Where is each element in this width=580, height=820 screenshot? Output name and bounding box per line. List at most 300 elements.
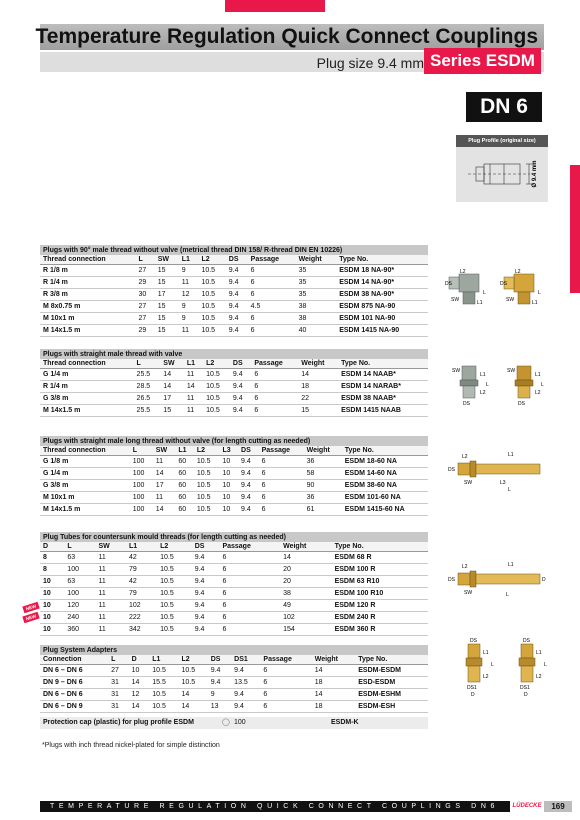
dim-label: L: [544, 662, 547, 668]
table-cell: 6: [260, 689, 311, 701]
table-cell: ESDM-ESH: [355, 701, 428, 713]
footnote: *Plugs with inch thread nickel-plated for simple distinction: [42, 742, 220, 749]
adapter-illustration-1: [455, 636, 500, 711]
dim-label: SW: [451, 297, 460, 303]
table-cell: 10.5: [157, 576, 192, 588]
col-header: L2: [194, 446, 220, 456]
table-cell: 60: [175, 504, 194, 516]
table-cell: 10.5: [194, 468, 220, 480]
table-cell: 9.4: [192, 588, 220, 600]
profile-dimension: Ø 9.4 mm: [532, 160, 538, 188]
table-cell: 100: [130, 456, 153, 468]
table-cell: 10: [40, 576, 64, 588]
dim-label: L: [541, 382, 544, 388]
table-cell: 10.5: [194, 492, 220, 504]
col-header: L1: [126, 542, 157, 552]
table-cell: 9: [179, 301, 199, 313]
table-cell: 14: [129, 677, 150, 689]
table-caption: Plug Tubes for countersunk mould threads (for length cutting as needed): [40, 532, 428, 542]
table-cell: 14: [129, 701, 150, 713]
col-header: Passage: [219, 542, 280, 552]
table-cell: M 10x1 m: [40, 313, 136, 325]
table-cell: 31: [108, 701, 129, 713]
table-row: [40, 456, 428, 468]
col-header: L: [134, 359, 161, 369]
table-cell: ESDM 240 R: [332, 612, 428, 624]
table-cell: 17: [153, 480, 176, 492]
table-cell: 6: [251, 393, 298, 405]
table-cell: 9.4: [231, 701, 260, 713]
table-90-male-thread: [40, 245, 428, 337]
col-header: L3: [220, 446, 239, 456]
col-header: L1: [175, 446, 194, 456]
col-header: Thread connection: [40, 446, 130, 456]
brand-logo: LÜDECKE: [510, 801, 544, 812]
table-cell: 9: [208, 689, 231, 701]
table-cell: 10.5: [194, 456, 220, 468]
table-cell: 35: [296, 289, 337, 301]
dim-label: L2: [480, 390, 486, 396]
table-row: [40, 405, 428, 417]
col-header: L: [136, 255, 155, 265]
footer-bar: [40, 801, 540, 812]
col-header: SW: [155, 255, 179, 265]
dim-label: L: [538, 290, 541, 296]
col-header: Type No.: [355, 655, 428, 665]
dim-label: L1: [535, 372, 541, 378]
table-cell: 61: [304, 504, 342, 516]
table-cell: ESDM 63 R10: [332, 576, 428, 588]
table-cell: 10: [40, 588, 64, 600]
table-cell: ESDM 14 NAAB*: [338, 369, 428, 381]
table-cell: 154: [280, 624, 331, 636]
col-header: Type No.: [336, 255, 428, 265]
page-number: 169: [544, 801, 572, 812]
table-cell: 6: [260, 677, 311, 689]
table-cell: M 10x1 m: [40, 492, 130, 504]
col-header: SW: [160, 359, 184, 369]
table-cell: 58: [304, 468, 342, 480]
col-header: SW: [95, 542, 125, 552]
table-cell: 10.5: [157, 624, 192, 636]
table-cell: 14: [184, 381, 203, 393]
table-cell: 10: [220, 504, 239, 516]
table-cell: ESDM-ESDM: [355, 665, 428, 677]
col-header: Weight: [280, 542, 331, 552]
dim-label: L1: [508, 562, 514, 568]
table-cell: 15: [155, 325, 179, 337]
table-cell: 14: [160, 381, 184, 393]
table-cell: 27: [136, 301, 155, 313]
table-cell: 11: [184, 405, 203, 417]
table-cell: DN 9 – DN 6: [40, 677, 108, 689]
table-cell: 18: [298, 381, 338, 393]
col-header: Passage: [260, 655, 311, 665]
table-cell: 14: [178, 689, 207, 701]
top-accent-bar: [225, 0, 325, 12]
col-header: L: [108, 655, 129, 665]
dim-label: L1: [483, 650, 489, 656]
table-cell: ESDM 14 NARAB*: [338, 381, 428, 393]
table-cell: 9.4: [238, 480, 259, 492]
table-adapters: [40, 645, 428, 713]
new-badge: NEW: [22, 602, 39, 614]
col-header: L2: [203, 359, 230, 369]
dim-label: L2: [462, 564, 468, 570]
table-cell: R 1/4 m: [40, 381, 134, 393]
table-cell: 9.4: [231, 689, 260, 701]
plug-tube-illustration: [448, 556, 548, 607]
table-cell: 9.4: [208, 677, 231, 689]
table-cell: 14: [280, 552, 331, 564]
table-cell: 6: [219, 612, 280, 624]
dim-label: L1: [508, 452, 514, 458]
protection-cap-row: [40, 717, 428, 729]
col-header: Type No.: [338, 359, 428, 369]
table-cell: 6: [219, 600, 280, 612]
table-row: [40, 369, 428, 381]
table-cell: 9.4: [230, 405, 251, 417]
dim-label: SW: [464, 590, 473, 596]
table-cell: 42: [126, 576, 157, 588]
table-cell: 20: [280, 564, 331, 576]
table-cell: 12: [129, 689, 150, 701]
table-cell: 10.5: [157, 612, 192, 624]
table-cell: DN 6 – DN 6: [40, 689, 108, 701]
col-header: DS: [230, 359, 251, 369]
table-cell: 10.5: [198, 313, 225, 325]
table-cell: 9.4: [230, 393, 251, 405]
table-cell: 31: [108, 677, 129, 689]
col-header: Type No.: [342, 446, 428, 456]
table-cell: 11: [95, 624, 125, 636]
series-badge: Series ESDM: [424, 48, 541, 74]
table-cell: 9.4: [231, 665, 260, 677]
table-cell: 9: [179, 313, 199, 325]
table-cell: 20: [280, 576, 331, 588]
col-header: D: [129, 655, 150, 665]
table-cell: 10: [40, 624, 64, 636]
col-header: Thread connection: [40, 255, 136, 265]
table-cell: ESDM 875 NA-90: [336, 301, 428, 313]
table-cell: 6: [219, 552, 280, 564]
table-cell: 10.5: [203, 381, 230, 393]
table-cell: 42: [126, 552, 157, 564]
table-cell: 60: [175, 456, 194, 468]
table-cell: G 3/8 m: [40, 393, 134, 405]
dim-label: L2: [515, 269, 521, 275]
table-cell: ESDM 360 R: [332, 624, 428, 636]
table-cell: 15: [298, 405, 338, 417]
table-cell: 35: [296, 265, 337, 277]
table-cell: ESDM 38 NAAB*: [338, 393, 428, 405]
table-row: [40, 480, 428, 492]
table-cell: 6: [248, 289, 296, 301]
table-row: [40, 701, 428, 713]
table-row: [40, 265, 428, 277]
col-header: Connection: [40, 655, 108, 665]
table-header-row: [40, 542, 428, 552]
table-cell: 9.4: [238, 468, 259, 480]
table-cell: 100: [130, 468, 153, 480]
table-header-row: [40, 655, 428, 665]
section-side-tab: [570, 165, 580, 293]
dim-label: L2: [483, 674, 489, 680]
table-cell: 100: [130, 492, 153, 504]
table-plug-tubes: [40, 532, 428, 636]
table-cell: 79: [126, 588, 157, 600]
table-cell: 100: [64, 588, 95, 600]
table-cell: 9.4: [226, 289, 248, 301]
table-cell: 9.4: [226, 325, 248, 337]
table-cell: 6: [259, 468, 304, 480]
table-cell: 10.5: [194, 480, 220, 492]
table-cell: 6: [259, 480, 304, 492]
table-cell: 6: [260, 701, 311, 713]
table-cell: 26.5: [134, 393, 161, 405]
table-cell: 342: [126, 624, 157, 636]
dim-label: DS: [523, 638, 530, 644]
dim-label: L2: [535, 390, 541, 396]
straight-plug-illustration-brass: [505, 362, 550, 411]
col-header: L1: [149, 655, 178, 665]
table-caption: Plugs with straight male thread with valve: [40, 349, 428, 359]
plug-profile-drawing: [456, 147, 548, 202]
plug-profile-label: Plug Profile (original size): [456, 135, 548, 147]
page-title: Temperature Regulation Quick Connect Couplings: [35, 25, 538, 48]
table-cell: 10.5: [157, 552, 192, 564]
dim-label: SW: [507, 368, 516, 374]
col-header: L2: [198, 255, 225, 265]
table-cell: 10.5: [198, 301, 225, 313]
table-cell: 120: [64, 600, 95, 612]
dim-label: D: [524, 692, 528, 698]
table-cell: 11: [153, 456, 176, 468]
dim-label: DS: [448, 577, 455, 583]
table-cell: 10: [220, 492, 239, 504]
table-cell: 10.5: [157, 600, 192, 612]
table-cell: ESDM 14 NA-90*: [336, 277, 428, 289]
dim-label: SW: [452, 368, 461, 374]
col-header: DS: [208, 655, 231, 665]
table-cell: 14: [153, 468, 176, 480]
dim-label: DS: [448, 467, 455, 473]
table-row: [40, 612, 428, 624]
table-cell: 27: [108, 665, 129, 677]
col-header: DS: [226, 255, 248, 265]
table-cell: 10: [220, 468, 239, 480]
table-row: [40, 624, 428, 636]
table-cell: 14: [178, 701, 207, 713]
table-cell: 11: [95, 564, 125, 576]
dim-label: L: [508, 487, 511, 492]
table-cell: 10: [129, 665, 150, 677]
dim-label: L1: [480, 372, 486, 378]
table-cell: 10: [220, 456, 239, 468]
table-cell: 10.5: [198, 289, 225, 301]
dim-label: SW: [506, 297, 515, 303]
table-cell: R 3/8 m: [40, 289, 136, 301]
table-cell: ESDM 120 R: [332, 600, 428, 612]
table-cell: 22: [298, 393, 338, 405]
table-cell: 17: [160, 393, 184, 405]
table-cell: 79: [126, 564, 157, 576]
table-cell: 240: [64, 612, 95, 624]
table-cell: 9.4: [192, 600, 220, 612]
table-cell: 15: [155, 265, 179, 277]
table-cell: 38: [296, 313, 337, 325]
table-cell: 30: [136, 289, 155, 301]
col-header: SW: [153, 446, 176, 456]
table-row: [40, 393, 428, 405]
dim-label: DS1: [467, 685, 477, 691]
elbow-plug-illustration-brass: [500, 268, 550, 315]
table-cell: 10.5: [198, 277, 225, 289]
table-cell: 28.5: [134, 381, 161, 393]
table-cell: 15: [160, 405, 184, 417]
table-cell: 9.4: [192, 576, 220, 588]
table-cell: 27: [136, 313, 155, 325]
table-cell: 14: [312, 665, 356, 677]
table-cell: 36: [304, 492, 342, 504]
table-cell: 6: [251, 381, 298, 393]
table-cell: 15.5: [149, 677, 178, 689]
plug-size-label: Plug size 9.4 mm: [316, 55, 424, 71]
table-row: [40, 588, 428, 600]
col-header: L1: [179, 255, 199, 265]
dim-label: L: [506, 592, 509, 598]
table-cell: 9: [179, 265, 199, 277]
table-cell: 14: [153, 504, 176, 516]
protection-type: ESDM-K: [331, 719, 359, 726]
table-cell: 9.4: [230, 381, 251, 393]
table-cell: ESDM 101 NA-90: [336, 313, 428, 325]
dim-label: L2: [462, 454, 468, 460]
table-cell: ESDM 100 R10: [332, 588, 428, 600]
table-cell: 14: [160, 369, 184, 381]
table-cell: ESDM 101-60 NA: [342, 492, 428, 504]
dim-label: L1: [532, 300, 538, 306]
table-cell: 11: [95, 612, 125, 624]
table-cell: 63: [64, 552, 95, 564]
table-cell: 9.4: [238, 492, 259, 504]
table-row: [40, 325, 428, 337]
table-cell: 10.5: [203, 405, 230, 417]
table-cell: ESDM-ESHM: [355, 689, 428, 701]
table-cell: 6: [219, 564, 280, 576]
table-cell: 9.4: [226, 277, 248, 289]
table-cell: 6: [259, 492, 304, 504]
table-cell: ESDM 1415 NAAB: [338, 405, 428, 417]
table-row: [40, 301, 428, 313]
table-cell: 6: [259, 456, 304, 468]
table-cell: 11: [179, 277, 199, 289]
table-cell: 38: [280, 588, 331, 600]
table-cell: 29: [136, 277, 155, 289]
table-caption: Plugs with straight male long thread without valve (for length cutting as needed): [40, 436, 428, 446]
table-header-row: [40, 446, 428, 456]
table-cell: 10.5: [149, 701, 178, 713]
dim-label: L3: [500, 480, 506, 486]
table-cell: 60: [175, 468, 194, 480]
table-cell: 38: [296, 301, 337, 313]
table-cell: 6: [259, 504, 304, 516]
cap-icon: ◯: [222, 719, 230, 726]
table-cell: 11: [184, 393, 203, 405]
col-header: DS: [238, 446, 259, 456]
table-cell: 9.4: [226, 265, 248, 277]
table-cell: ESDM 100 R: [332, 564, 428, 576]
table-cell: 100: [64, 564, 95, 576]
dim-label: DS: [470, 638, 477, 644]
table-cell: 6: [248, 265, 296, 277]
table-cell: 9.4: [238, 456, 259, 468]
table-cell: 222: [126, 612, 157, 624]
table-cell: 11: [95, 552, 125, 564]
table-cell: 31: [108, 689, 129, 701]
table-cell: G 1/8 m: [40, 456, 130, 468]
table-row: [40, 277, 428, 289]
table-cell: 60: [175, 480, 194, 492]
table-cell: ESDM 38 NA-90*: [336, 289, 428, 301]
table-cell: 360: [64, 624, 95, 636]
table-cell: 18: [312, 677, 356, 689]
table-cell: 14: [312, 689, 356, 701]
adapter-illustration-2: [508, 636, 553, 711]
table-cell: DN 6 – DN 9: [40, 701, 108, 713]
col-header: L2: [178, 655, 207, 665]
table-cell: G 3/8 m: [40, 480, 130, 492]
table-row: [40, 689, 428, 701]
col-header: Passage: [259, 446, 304, 456]
table-cell: 8: [40, 564, 64, 576]
table-cell: 10.5: [149, 665, 178, 677]
table-cell: 40: [296, 325, 337, 337]
col-header: Passage: [248, 255, 296, 265]
table-cell: 10.5: [157, 564, 192, 576]
straight-plug-illustration-grey: [450, 362, 495, 411]
dim-label: DS: [463, 401, 470, 406]
table-cell: G 1/4 m: [40, 369, 134, 381]
table-cell: 9.4: [238, 504, 259, 516]
table-cell: 6: [219, 588, 280, 600]
table-cell: ESDM 14-60 NA: [342, 468, 428, 480]
table-cell: R 1/4 m: [40, 277, 136, 289]
table-cell: 11: [95, 600, 125, 612]
table-cell: M 8x0.75 m: [40, 301, 136, 313]
col-header: D: [40, 542, 64, 552]
table-cell: ESDM 38-60 NA: [342, 480, 428, 492]
table-cell: ESDM 68 R: [332, 552, 428, 564]
table-cell: 10.5: [203, 393, 230, 405]
table-cell: 36: [304, 456, 342, 468]
table-cell: 11: [179, 325, 199, 337]
table-header-row: [40, 359, 428, 369]
dim-label: L2: [536, 674, 542, 680]
title-band: [35, 24, 544, 50]
table-cell: 10.5: [157, 588, 192, 600]
table-cell: 90: [304, 480, 342, 492]
table-row: [40, 492, 428, 504]
protection-qty: 100: [234, 719, 246, 726]
table-caption: Plug System Adapters: [40, 645, 428, 655]
table-cell: ESDM 1415-60 NA: [342, 504, 428, 516]
table-cell: 11: [153, 492, 176, 504]
table-caption: Plugs with 90° male thread without valve (metrical thread DIN 158/ R-thread DIN EN 10226): [40, 245, 428, 255]
table-cell: 9.4: [208, 665, 231, 677]
table-cell: 6: [248, 277, 296, 289]
dn-badge: DN 6: [466, 92, 542, 122]
